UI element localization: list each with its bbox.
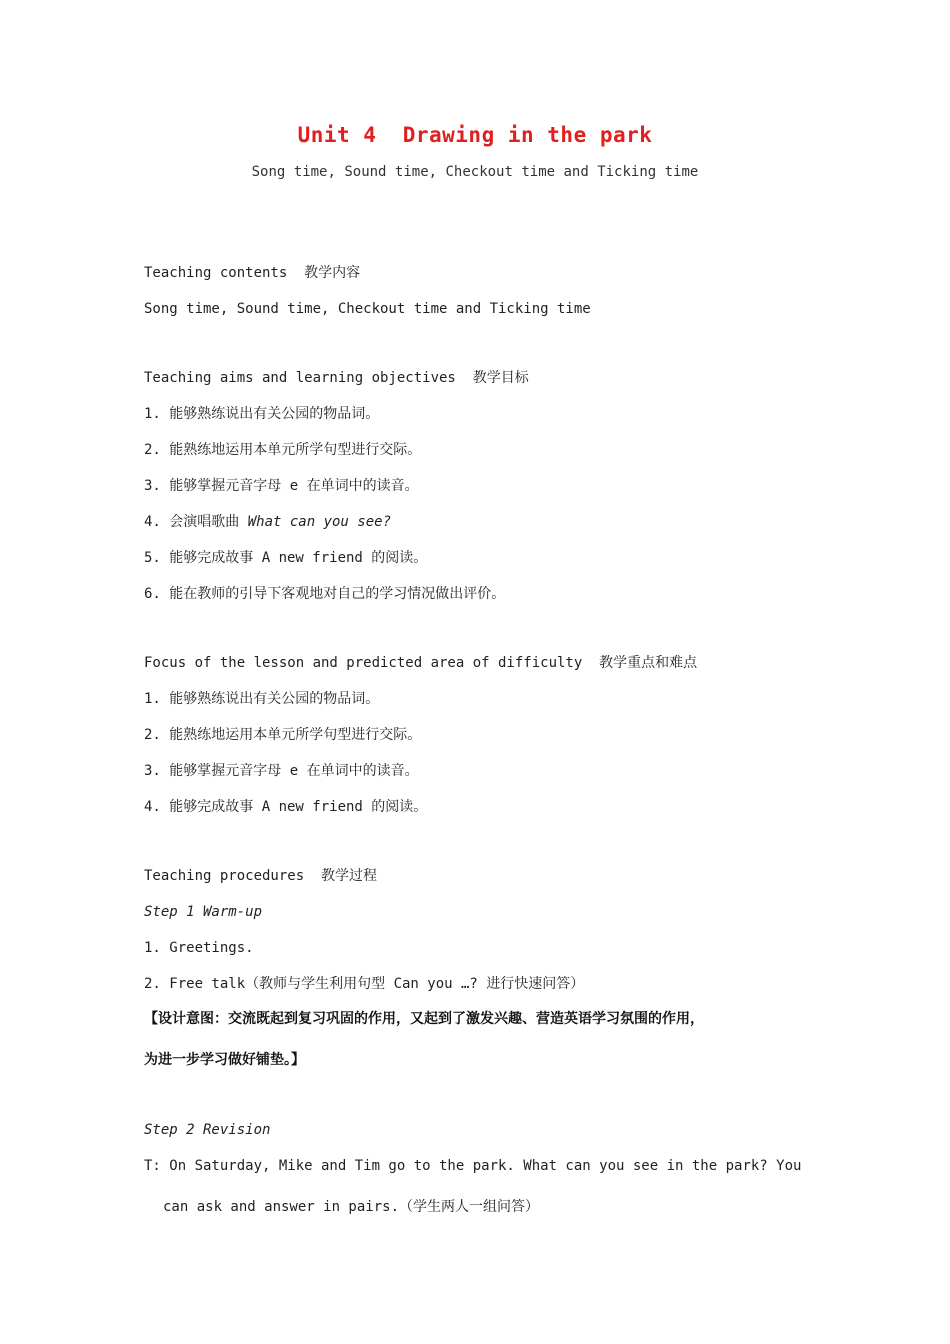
contents-heading: Teaching contents 教学内容 — [144, 265, 361, 281]
aims-item-4-text: 4. 会演唱歌曲 — [144, 514, 248, 530]
procedures-heading: Teaching procedures 教学过程 — [144, 868, 378, 884]
aims-item-1: 1. 能够熟练说出有关公园的物品词。 — [144, 406, 380, 422]
step1-item-1: 1. Greetings. — [144, 940, 254, 956]
song-title: What can you see? — [247, 514, 392, 530]
document-title: Unit 4 Drawing in the park — [297, 123, 653, 147]
step1-title: Step 1 Warm-up — [144, 904, 263, 920]
aims-item-6: 6. 能在教师的引导下客观地对自己的学习情况做出评价。 — [144, 586, 506, 602]
step2-line-2: can ask and answer in pairs.（学生两人一组问答） — [163, 1199, 540, 1215]
document-subtitle: Song time, Sound time, Checkout time and Ticking time — [251, 164, 699, 180]
aims-item-2: 2. 能熟练地运用本单元所学句型进行交际。 — [144, 442, 422, 458]
focus-item-3: 3. 能够掌握元音字母 e 在单词中的读音。 — [144, 763, 419, 779]
step2-title: Step 2 Revision — [144, 1122, 271, 1138]
design-note-line-1: 【设计意图：交流既起到复习巩固的作用，又起到了激发兴趣、营造英语学习氛围的作用， — [144, 1011, 704, 1027]
step1-item-2: 2. Free talk（教师与学生利用句型 Can you …? 进行快速问答） — [144, 976, 585, 992]
aims-item-4 — [144, 513, 391, 531]
focus-heading: Focus of the lesson and predicted area of difficulty 教学重点和难点 — [144, 655, 698, 671]
focus-item-1: 1. 能够熟练说出有关公园的物品词。 — [144, 691, 380, 707]
design-note-line-2: 为进一步学习做好铺垫。】 — [144, 1052, 305, 1068]
step2-line-1: T: On Saturday, Mike and Tim go to the park. What can you see in the park? You — [144, 1158, 802, 1174]
aims-item-5: 5. 能够完成故事 A new friend 的阅读。 — [144, 550, 428, 566]
aims-item-3: 3. 能够掌握元音字母 e 在单词中的读音。 — [144, 478, 419, 494]
aims-heading: Teaching aims and learning objectives 教学目标 — [144, 370, 529, 386]
contents-text: Song time, Sound time, Checkout time and Ticking time — [144, 301, 591, 317]
focus-item-4: 4. 能够完成故事 A new friend 的阅读。 — [144, 799, 428, 815]
focus-item-2: 2. 能熟练地运用本单元所学句型进行交际。 — [144, 727, 422, 743]
